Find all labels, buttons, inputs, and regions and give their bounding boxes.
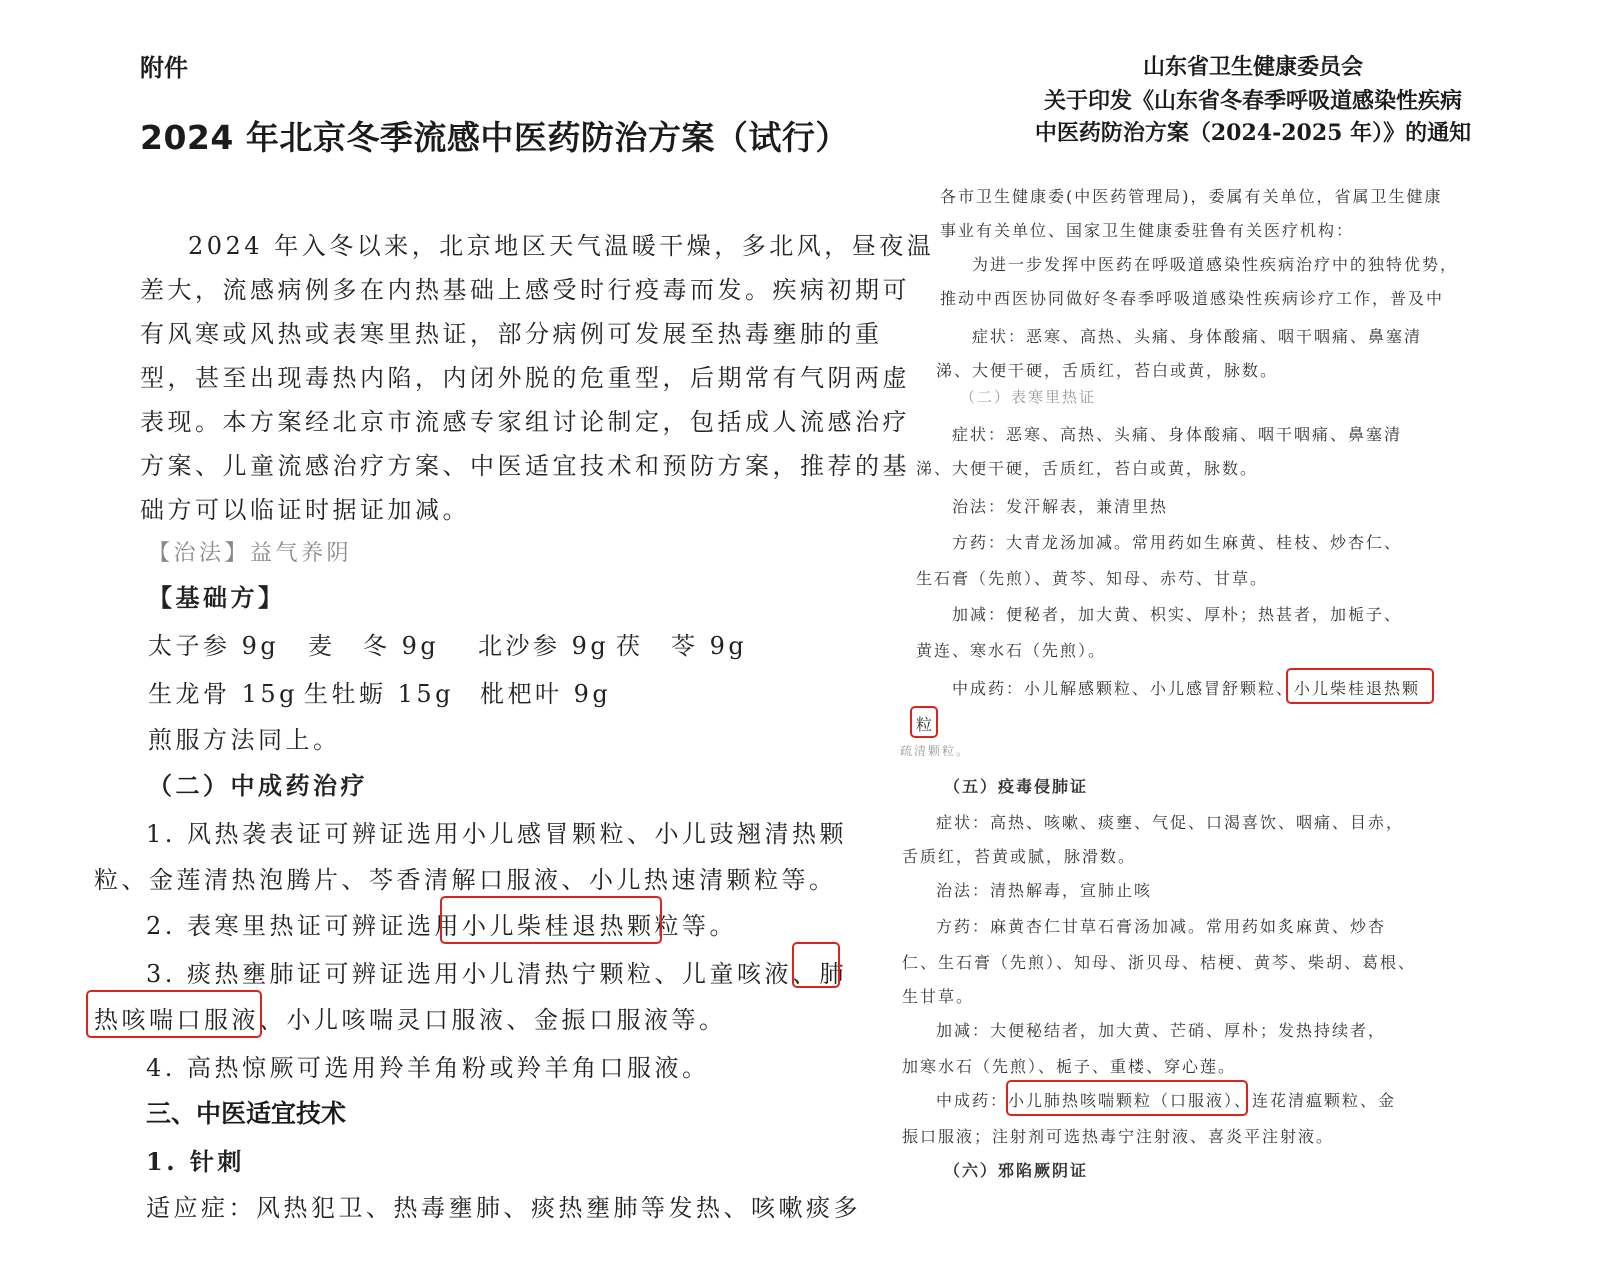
right-document — [900, 0, 1606, 1280]
highlight-box — [910, 706, 938, 738]
paragraph-line: 为进一步发挥中医药在呼吸道感染性疾病治疗中的独特优势， — [972, 255, 1459, 274]
basic-formula-heading: 【基础方】 — [148, 583, 286, 612]
symptom-line: 涕、大便干硬，舌质红，苔白或黄，脉数。 — [916, 459, 1259, 478]
adjust-line: 加减：大便秘结者，加大黄、芒硝、厚朴；发热持续者， — [936, 1021, 1387, 1040]
item-4: 4. 高热惊厥可选用羚羊角粉或羚羊角口服液。 — [146, 1054, 710, 1082]
method-line: 治法：清热解毒，宣肺止咳 — [936, 881, 1153, 900]
herb-item: 生龙骨 15g — [148, 680, 299, 708]
addressee-line: 事业有关单位、国家卫生健康委驻鲁有关医疗机构： — [940, 221, 1355, 240]
herb-item: 茯 苓 9g — [616, 632, 748, 660]
item-3-suffix: 、小儿咳喘灵口服液、金振口服液等。 — [259, 1006, 727, 1034]
adjust-line: 加寒水石（先煎）、栀子、重楼、穿心莲。 — [902, 1057, 1237, 1076]
left-title: 2024 年北京冬季流感中医药防治方案（试行） — [140, 118, 849, 157]
herb-item: 北沙参 9g — [478, 632, 610, 660]
intro-line: 2024 年入冬以来，北京地区天气温暖干燥，多北风，昼夜温 — [188, 232, 935, 260]
method-line: 治法：发汗解表，兼清里热 — [952, 497, 1169, 516]
patent-prefix: 中成药： — [936, 1091, 1009, 1110]
formula-line: 生甘草。 — [902, 987, 975, 1006]
treatment-method: 【治法】益气养阴 — [148, 541, 353, 566]
item-3-line — [146, 954, 847, 989]
item-3-prefix: 3. 痰热壅肺证可辨证选用小儿清热宁颗粒、儿童咳液、 — [146, 960, 820, 988]
item-2-suffix: 等。 — [682, 912, 738, 940]
section-heading: （六）邪陷厥阴证 — [944, 1161, 1089, 1180]
right-title-line: 山东省卫生健康委员会 — [1142, 54, 1363, 80]
section-techniques: 三、中医适宜技术 — [146, 1099, 347, 1128]
item-2-prefix: 2. 表寒里热证可辨证选用 — [146, 912, 463, 940]
item-1-line: 粒、金莲清热泡腾片、芩香清解口服液、小儿热速清颗粒等。 — [94, 866, 837, 894]
intro-line: 有风寒或风热或表寒里热证，部分病例可发展至热毒壅肺的重 — [140, 320, 883, 348]
formula-line: 方药：麻黄杏仁甘草石膏汤加减。常用药如炙麻黄、炒杏 — [936, 917, 1387, 936]
highlight-box — [1286, 668, 1434, 704]
right-title-line: 中医药防治方案（2024-2025 年）》的通知 — [1034, 120, 1472, 146]
patent-highlight: 小儿肺热咳喘颗粒（口服液） — [1008, 1091, 1235, 1110]
patent-prefix: 中成药：小儿解感颗粒、小儿感冒舒颗粒、 — [952, 679, 1295, 698]
formula-line: 方药：大青龙汤加减。常用药如生麻黄、桂枝、炒杏仁、 — [952, 533, 1403, 552]
herb-item: 枇杷叶 9g — [480, 680, 612, 708]
intro-line: 础方可以临证时据证加减。 — [140, 496, 470, 524]
indications: 适应症：风热犯卫、热毒壅肺、痰热壅肺等发热、咳嗽痰多 — [146, 1194, 861, 1222]
symptom-line: 涕、大便干硬，舌质红，苔白或黄，脉数。 — [936, 361, 1279, 380]
intro-line: 型，甚至出现毒热内陷，内闭外脱的危重型，后期常有气阴两虚 — [140, 364, 910, 392]
right-title-line: 关于印发《山东省冬春季呼吸道感染性疾病 — [1043, 88, 1462, 114]
formula-line: 生石膏（先煎）、黄芩、知母、赤芍、甘草。 — [916, 569, 1269, 588]
patent-line: 振口服液；注射剂可选热毒宁注射液、喜炎平注射液。 — [902, 1127, 1335, 1146]
symptom-line: 症状：高热、咳嗽、痰壅、气促、口渴喜饮、咽痛、目赤， — [936, 813, 1405, 832]
item-1-line: 1. 风热袭表证可辨证选用小儿感冒颗粒、小儿豉翘清热颗 — [146, 820, 848, 848]
section-patent-medicine: （二）中成药治疗 — [148, 771, 368, 800]
addressee-line: 各市卫生健康委(中医药管理局)，委属有关单位，省属卫生健康 — [940, 187, 1443, 206]
item-2-highlight: 小儿柴桂退热颗粒 — [462, 912, 683, 940]
herb-item: 太子参 9g — [148, 632, 280, 660]
intro-line: 表现。本方案经北京市流感专家组讨论制定，包括成人流感治疗 — [140, 408, 910, 436]
symptom-line: 症状：恶寒、高热、头痛、身体酸痛、咽干咽痛、鼻塞清 — [972, 327, 1423, 346]
formula-line: 仁、生石膏（先煎）、知母、浙贝母、桔梗、黄芩、柴胡、葛根、 — [902, 953, 1417, 972]
adjust-line: 加减：便秘者，加大黄、枳实、厚朴；热甚者，加栀子、 — [952, 605, 1403, 624]
item-3-highlight-a: 肺 — [819, 960, 848, 988]
highlight-box — [440, 896, 662, 944]
paragraph-line: 推动中西医协同做好冬春季呼吸道感染性疾病诊疗工作，普及中 — [940, 289, 1445, 308]
section-heading: （五）疫毒侵肺证 — [944, 777, 1089, 796]
highlight-box — [792, 942, 840, 988]
intro-line: 方案、儿童流感治疗方案、中医适宜技术和预防方案，推荐的基 — [140, 452, 910, 480]
adjust-line: 黄连、寒水石（先煎）。 — [916, 641, 1107, 660]
item-3-highlight-b: 热咳喘口服液 — [94, 1006, 259, 1034]
highlight-box — [86, 990, 262, 1038]
attachment-label: 附件 — [140, 54, 188, 82]
patent-line: 粒 — [916, 715, 935, 734]
symptom-line: 症状：恶寒、高热、头痛、身体酸痛、咽干咽痛、鼻塞清 — [952, 425, 1403, 444]
patent-suffix: 、连花清瘟颗粒、金 — [1234, 1091, 1397, 1110]
highlight-box — [1006, 1080, 1248, 1116]
cut-line: 疏清颗粒。 — [900, 744, 971, 758]
symptom-line: 舌质红，苔黄或腻，脉滑数。 — [902, 847, 1137, 866]
intro-line: 差大，流感病例多在内热基础上感受时行疫毒而发。疾病初期可 — [140, 276, 910, 304]
herb-item: 生牡蛎 15g — [304, 680, 455, 708]
patent-highlight: 小儿柴桂退热颗 — [1294, 679, 1421, 698]
herb-item: 麦 冬 9g — [308, 632, 440, 660]
acupuncture-heading: 1. 针刺 — [146, 1147, 245, 1176]
decoction-note: 煎服方法同上。 — [148, 726, 341, 754]
section-faint: （二）表寒里热证 — [960, 388, 1097, 406]
